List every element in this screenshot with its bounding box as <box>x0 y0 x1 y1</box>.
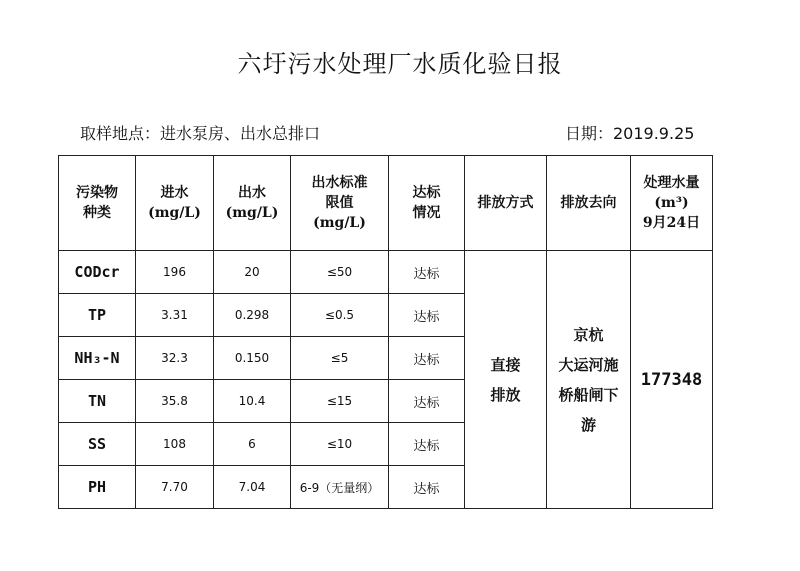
cell-influent: 7.70 <box>136 466 214 509</box>
header-volume: 处理水量 (m³) 9月24日 <box>631 156 713 251</box>
cell-status: 达标 <box>389 294 465 337</box>
cell-pollutant: TN <box>59 380 136 423</box>
report-title: 六圩污水处理厂水质化验日报 <box>237 50 563 78</box>
cell-status: 达标 <box>389 466 465 509</box>
cell-limit: ≤50 <box>291 251 389 294</box>
cell-influent: 35.8 <box>136 380 214 423</box>
header-limit: 出水标准 限值 (mg/L) <box>291 156 389 251</box>
cell-pollutant: CODcr <box>59 251 136 294</box>
cell-influent: 196 <box>136 251 214 294</box>
cell-status: 达标 <box>389 337 465 380</box>
header-pollutant: 污染物 种类 <box>59 156 136 251</box>
cell-pollutant: PH <box>59 466 136 509</box>
cell-limit: ≤0.5 <box>291 294 389 337</box>
header-effluent: 出水 (mg/L) <box>214 156 291 251</box>
table-row <box>59 251 713 294</box>
cell-effluent: 10.4 <box>214 380 291 423</box>
cell-status: 达标 <box>389 251 465 294</box>
cell-pollutant: NH₃-N <box>59 337 136 380</box>
cell-effluent: 0.298 <box>214 294 291 337</box>
cell-limit: ≤10 <box>291 423 389 466</box>
cell-limit: ≤15 <box>291 380 389 423</box>
cell-influent: 3.31 <box>136 294 214 337</box>
cell-status: 达标 <box>389 423 465 466</box>
cell-discharge-method: 直接 排放 <box>465 251 547 509</box>
cell-effluent: 0.150 <box>214 337 291 380</box>
water-quality-table <box>58 155 713 509</box>
cell-pollutant: SS <box>59 423 136 466</box>
report-date: 日期：2019.9.25 <box>565 124 695 143</box>
header-discharge-method: 排放方式 <box>465 156 547 251</box>
cell-influent: 108 <box>136 423 214 466</box>
cell-effluent: 20 <box>214 251 291 294</box>
cell-volume: 177348 <box>631 251 713 509</box>
header-status: 达标 情况 <box>389 156 465 251</box>
cell-limit: ≤5 <box>291 337 389 380</box>
cell-status: 达标 <box>389 380 465 423</box>
cell-effluent: 6 <box>214 423 291 466</box>
cell-effluent: 7.04 <box>214 466 291 509</box>
cell-influent: 32.3 <box>136 337 214 380</box>
sampling-location: 取样地点：进水泵房、出水总排口 <box>80 124 321 143</box>
table-header-row <box>59 156 713 251</box>
cell-pollutant: TP <box>59 294 136 337</box>
header-discharge-direction: 排放去向 <box>547 156 631 251</box>
header-influent: 进水 (mg/L) <box>136 156 214 251</box>
cell-limit: 6-9（无量纲） <box>291 466 389 509</box>
cell-discharge-direction: 京杭 大运河施 桥船闸下 游 <box>547 251 631 509</box>
